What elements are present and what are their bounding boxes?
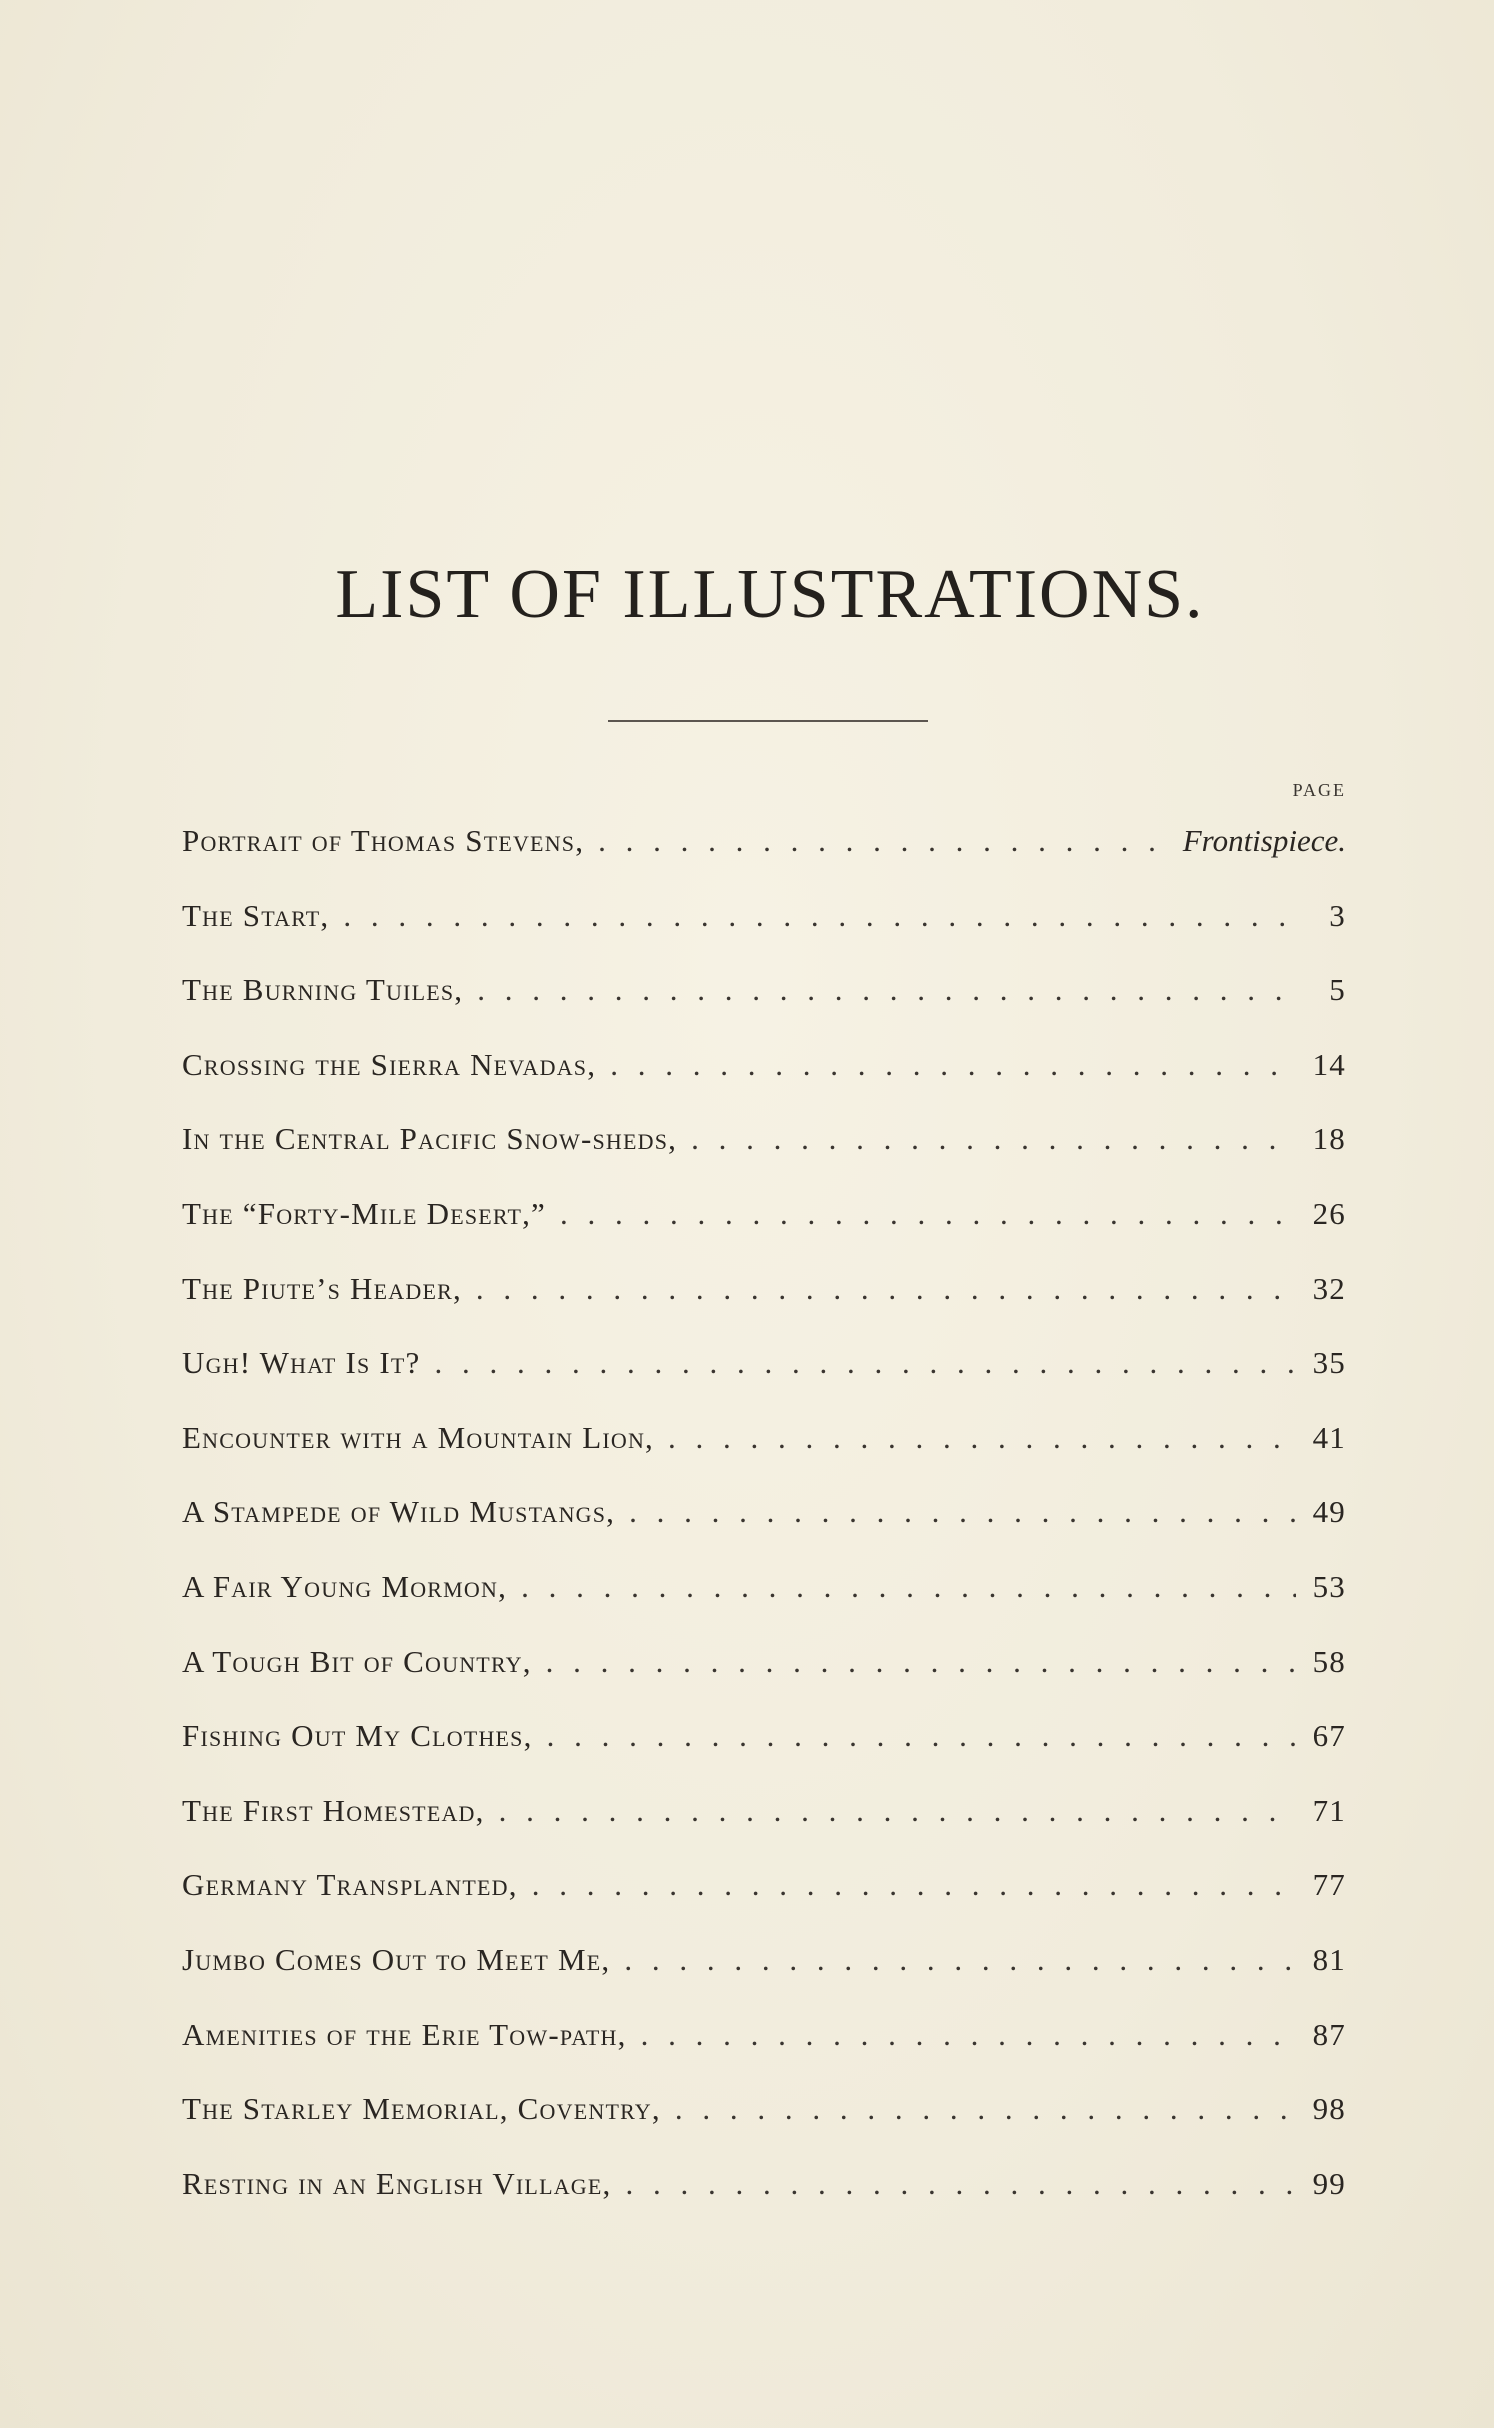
page-number: 35 [1312, 1345, 1346, 1381]
dot-leader [521, 1561, 1296, 1613]
illustration-title: Ugh! What Is It? [182, 1345, 421, 1381]
page-number: 53 [1312, 1568, 1346, 1604]
dot-leader [435, 1337, 1297, 1389]
dot-leader [625, 2158, 1296, 2210]
illustration-title: The “Forty-Mile Desert,” [182, 1195, 547, 1231]
list-item [182, 1636, 1346, 1711]
list-item [182, 1710, 1346, 1785]
illustration-title: Jumbo Comes Out to Meet Me, [182, 1941, 611, 1977]
page-number: 81 [1312, 1941, 1346, 1977]
list-item [182, 1039, 1346, 1114]
illustration-title: Crossing the Sierra Nevadas, [182, 1046, 597, 1082]
illustration-title: Germany Transplanted, [182, 1867, 518, 1903]
dot-leader [532, 1859, 1296, 1911]
list-item [182, 2158, 1346, 2233]
page-number: 77 [1312, 1867, 1346, 1903]
page-number: 87 [1312, 2016, 1346, 2052]
illustration-title: Fishing Out My Clothes, [182, 1718, 533, 1754]
list-item [182, 2083, 1346, 2158]
dot-leader [499, 1785, 1296, 1837]
list-item [182, 1486, 1346, 1561]
page-number: 49 [1312, 1494, 1346, 1530]
page-number: 67 [1312, 1718, 1346, 1754]
dot-leader [547, 1710, 1296, 1762]
illustration-title: Portrait of Thomas Stevens, [182, 823, 585, 858]
page-number: 5 [1329, 972, 1346, 1008]
list-item [182, 1113, 1346, 1188]
page-number: 58 [1312, 1643, 1346, 1679]
list-item [182, 1337, 1346, 1412]
list-item [182, 890, 1346, 965]
dot-leader [477, 964, 1296, 1016]
list-item [182, 815, 1346, 890]
page-number: 26 [1312, 1195, 1346, 1231]
illustration-title: A Fair Young Mormon, [182, 1568, 508, 1604]
list-item [182, 1412, 1346, 1487]
illustration-title: In the Central Pacific Snow-sheds, [182, 1121, 678, 1157]
page-number: 98 [1312, 2091, 1346, 2127]
illustration-title: The Start, [182, 897, 330, 933]
page-number: Frontispiece. [1182, 823, 1346, 858]
page-number: 99 [1312, 2165, 1346, 2201]
dot-leader [691, 1113, 1296, 1165]
page-number: 32 [1312, 1270, 1346, 1306]
illustration-title: Encounter with a Mountain Lion, [182, 1419, 655, 1455]
illustration-title: A Tough Bit of Country, [182, 1643, 532, 1679]
list-item [182, 1561, 1346, 1636]
page-number: 3 [1329, 897, 1346, 933]
illustrations-list [182, 815, 1346, 2232]
dot-leader [560, 1188, 1296, 1240]
dot-leader [675, 2083, 1296, 2135]
dot-leader [624, 1934, 1296, 1986]
illustration-title: The Starley Memorial, Coventry, [182, 2091, 661, 2127]
title-divider [608, 720, 928, 722]
list-item [182, 1859, 1346, 1934]
dot-leader [343, 890, 1296, 942]
illustration-title: A Stampede of Wild Mustangs, [182, 1494, 616, 1530]
list-item [182, 964, 1346, 1039]
illustration-title: Amenities of the Erie Tow-path, [182, 2016, 627, 2052]
dot-leader [629, 1486, 1296, 1538]
dot-leader [476, 1263, 1296, 1315]
illustration-title: The Burning Tuiles, [182, 972, 464, 1008]
list-item [182, 1785, 1346, 1860]
list-item [182, 1263, 1346, 1338]
list-item [182, 1188, 1346, 1263]
illustration-title: The Piute’s Header, [182, 1270, 462, 1306]
page-number: 71 [1312, 1792, 1346, 1828]
page-title: LIST OF ILLUSTRATIONS. [335, 556, 1205, 633]
list-item [182, 1934, 1346, 2009]
dot-leader [546, 1636, 1296, 1688]
page-column-label: PAGE [1292, 780, 1346, 800]
page-number: 41 [1312, 1419, 1346, 1455]
list-item [182, 2009, 1346, 2084]
dot-leader [641, 2009, 1296, 2061]
dot-leader [598, 815, 1173, 867]
illustration-title: Resting in an English Village, [182, 2165, 612, 2201]
dot-leader [610, 1039, 1296, 1091]
illustration-title: The First Homestead, [182, 1792, 485, 1828]
dot-leader [668, 1412, 1296, 1464]
page-number: 14 [1312, 1046, 1346, 1082]
page-number: 18 [1312, 1121, 1346, 1157]
